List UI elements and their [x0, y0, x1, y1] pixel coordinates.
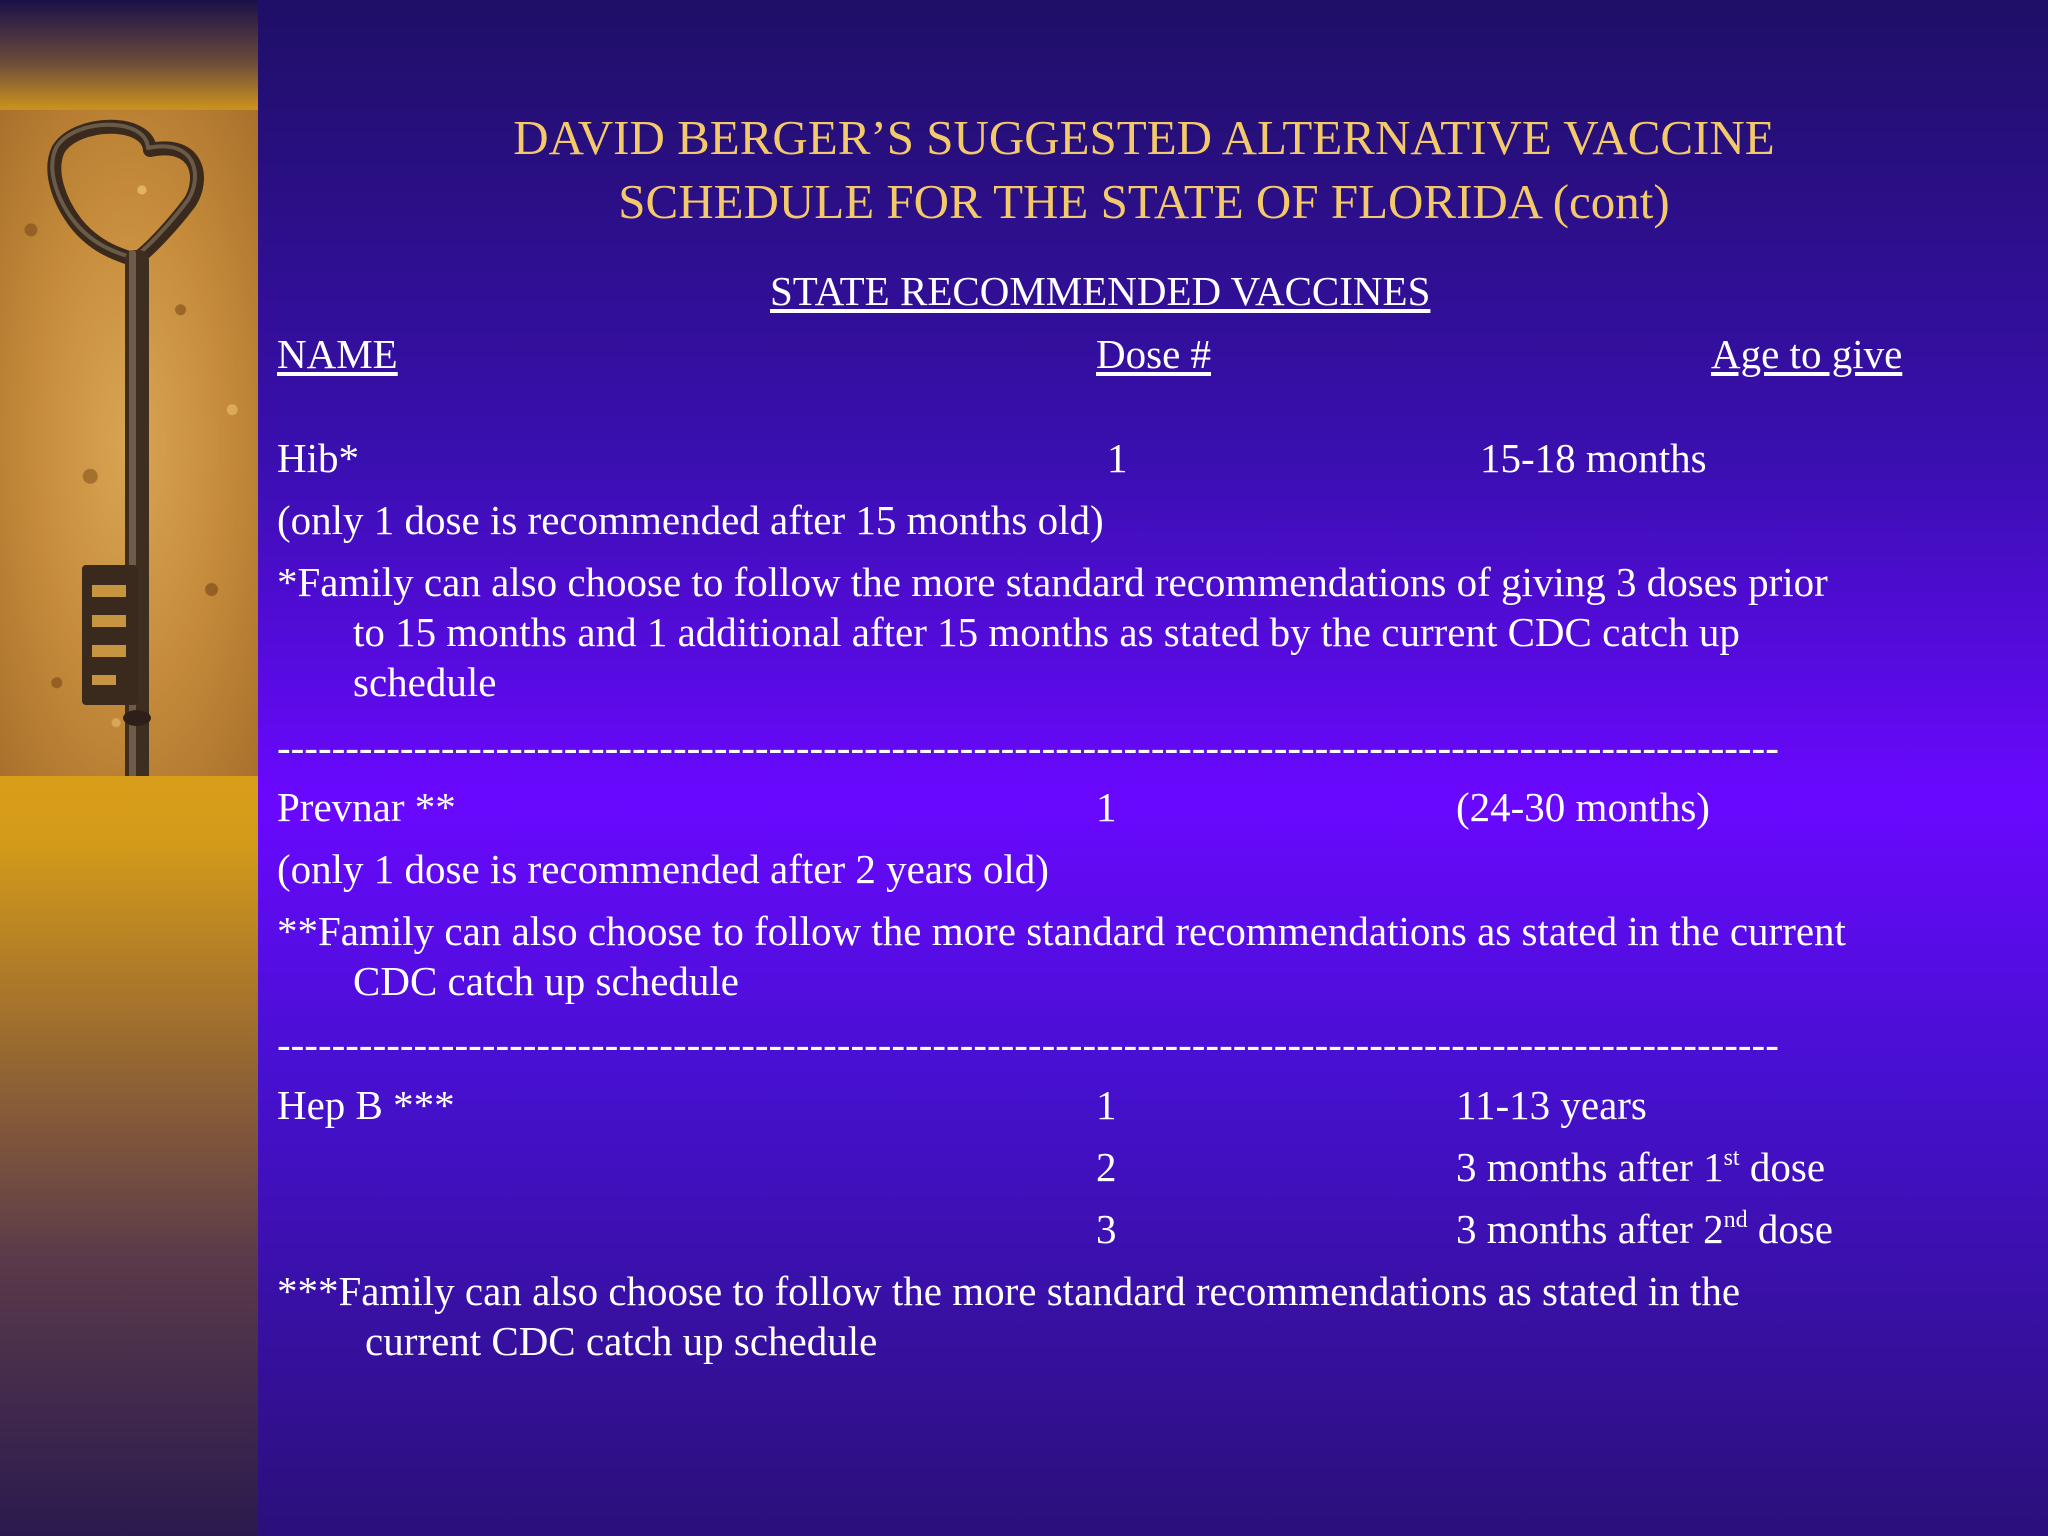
- hepb-name: Hep B ***: [277, 1082, 455, 1128]
- hepb-dose-1: 1: [1096, 1082, 1117, 1128]
- hepb-age-3-ordinal: nd: [1723, 1207, 1748, 1233]
- prevnar-footnote-line-1: **Family can also choose to follow the more standard recommendations as stated in the current: [277, 908, 1846, 954]
- separator-2: --------------------------------------------------------------------------------------------------------------: [277, 1021, 1779, 1067]
- prevnar-age: (24-30 months): [1456, 784, 1710, 830]
- column-header-dose: Dose #: [1096, 331, 1212, 377]
- separator-1: --------------------------------------------------------------------------------------------------------------: [277, 724, 1779, 770]
- hepb-dose-2: 2: [1096, 1144, 1117, 1190]
- hib-dose: 1: [1107, 435, 1128, 481]
- prevnar-name: Prevnar **: [277, 784, 456, 830]
- prevnar-footnote-line-2: CDC catch up schedule: [353, 958, 739, 1004]
- title-line-2: SCHEDULE FOR THE STATE OF FLORIDA (cont): [618, 174, 1670, 229]
- hib-footnote-line-3: schedule: [353, 659, 497, 705]
- hepb-age-3: [1456, 1204, 1833, 1254]
- section-heading: STATE RECOMMENDED VACCINES: [770, 268, 1431, 314]
- hepb-dose-3: 3: [1096, 1206, 1117, 1252]
- hepb-age-2-ordinal: st: [1723, 1145, 1740, 1171]
- hepb-age-3-text: 3 months after 2: [1456, 1206, 1724, 1252]
- column-header-name: NAME: [277, 331, 398, 377]
- hib-age: 15-18 months: [1480, 435, 1707, 481]
- hepb-age-2-suffix: dose: [1739, 1144, 1826, 1190]
- hepb-age-3-suffix: dose: [1747, 1206, 1833, 1252]
- hepb-footnote-line-2: current CDC catch up schedule: [365, 1318, 878, 1364]
- hib-footnote-line-2: to 15 months and 1 additional after 15 months as stated by the current CDC catch up: [353, 609, 1740, 655]
- hib-note: (only 1 dose is recommended after 15 months old): [277, 497, 1104, 543]
- prevnar-note: (only 1 dose is recommended after 2 years old): [277, 846, 1049, 892]
- title-line-1: DAVID BERGER’S SUGGESTED ALTERNATIVE VACCINE: [513, 110, 1775, 165]
- hepb-footnote-line-1: ***Family can also choose to follow the more standard recommendations as stated in the: [277, 1268, 1741, 1314]
- column-header-age: Age to give: [1711, 331, 1903, 377]
- hepb-age-2-text: 3 months after 1: [1456, 1144, 1724, 1190]
- prevnar-dose: 1: [1096, 784, 1117, 830]
- hepb-age-1: 11-13 years: [1456, 1082, 1647, 1128]
- hib-footnote-line-1: *Family can also choose to follow the more standard recommendations of giving 3 doses prior: [277, 559, 1828, 605]
- hib-name: Hib*: [277, 435, 359, 481]
- hepb-age-2: [1456, 1142, 1825, 1192]
